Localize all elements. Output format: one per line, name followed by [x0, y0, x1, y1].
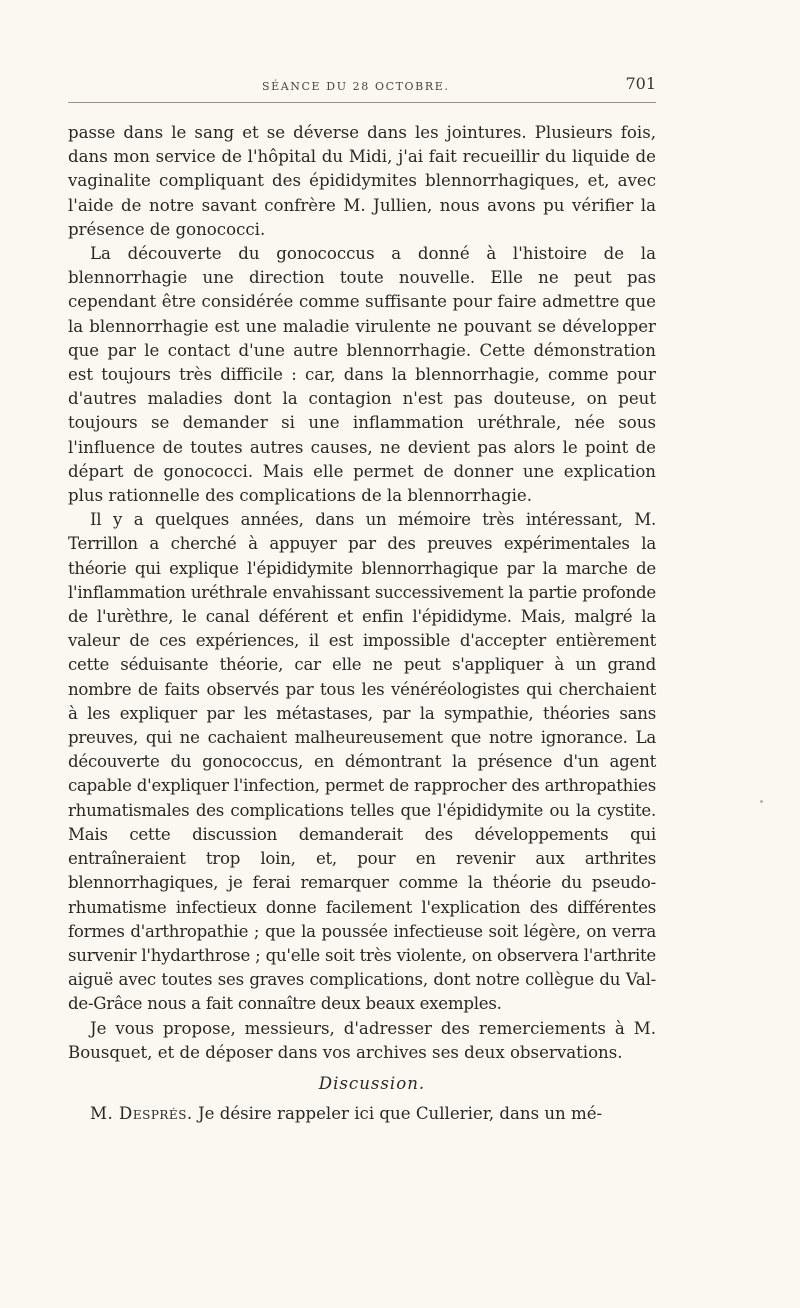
book-page — [68, 74, 656, 1274]
paragraph-3: Il y a quelques années, dans un mémoire très intéressant, M. Terrillon a cherché à appuyer par des preuves expérimentales la théorie qui explique l'épididymite blennorrhagique par la marche de l'inflammation uréthrale envahissant successivement la partie profonde de l'urèthre, le canal déférent et enfin l'épididyme. Mais, malgré la valeur de ces expériences, il est impossible d'accepter entièrement cette séduisante théorie, car elle ne peut s'appliquer à un grand nombre de faits observés par tous les vénéréologistes qui cherchaient à les expliquer par les métastases, par la sympathie, théories sans preuves, qui ne cachaient malheureusement que notre ignorance. La découverte du gonococcus, en démontrant la présence d'un agent capable d'expliquer l'infection, permet de rapprocher des arthropathies rhumatismales des complications telles que l'épididymite ou la cystite. Mais cette discussion demanderait des développements qui entraîneraient trop loin, et, pour en revenir aux arthrites blennorrhagiques, je ferai remarquer comme la théorie du pseudo-rhumatisme infectieux donne facilement l'explication des différentes formes d'arthropathie ; que la poussée infectieuse soit légère, on verra survenir l'hydarthrose ; qu'elle soit très violente, on observera l'arthrite aiguë avec toutes ses graves complications, dont notre collègue du Val-de-Grâce nous a fait connaître deux beaux exemples. — [68, 510, 656, 1014]
body-text — [68, 121, 656, 1126]
paragraph-5 — [68, 1102, 656, 1126]
paragraph-4: Je vous propose, messieurs, d'adresser des remerciements à M. Bousquet, et de déposer dans vos archives ses deux observations. — [68, 1018, 656, 1062]
section-heading: Discussion. — [318, 1073, 426, 1093]
page-number: 701 — [625, 74, 656, 93]
paragraph-1: passe dans le sang et se déverse dans les jointures. Plusieurs fois, dans mon service de l'hôpital du Midi, j'ai fait recueillir du liquide de vaginalite compliquant des épididymites blennorrhagiques, et, avec l'aide de notre savant confrère M. Jullien, nous avons pu vérifier la présence de gonococci. — [68, 123, 656, 239]
margin-speck — [760, 800, 763, 803]
paragraph-2: La découverte du gonococcus a donné à l'histoire de la blennorrhagie une direction toute nouvelle. Elle ne peut pas cependant être considérée comme suffisante pour faire admettre que la blennorrhagie est une maladie virulente ne pouvant se développer que par le contact d'une autre blennorrhagie. Cette démonstration est toujours très difficile : car, dans la blennorrhagie, comme pour d'autres maladies dont la contagion n'est pas douteuse, on peut toujours se demander si une inflammation uréthrale, née sous l'influence de toutes autres causes, ne devient pas alors le point de départ de gonococci. Mais elle permet de donner une explication plus rationnelle des complications de la blennorrhagie. — [68, 244, 656, 506]
paragraph-5-text: Je désire rappeler ici que Cullerier, dans un mé- — [192, 1103, 603, 1123]
running-title: SÉANCE DU 28 OCTOBRE. — [262, 80, 450, 93]
speaker-name: M. Després. — [90, 1103, 193, 1123]
running-head — [68, 74, 656, 103]
